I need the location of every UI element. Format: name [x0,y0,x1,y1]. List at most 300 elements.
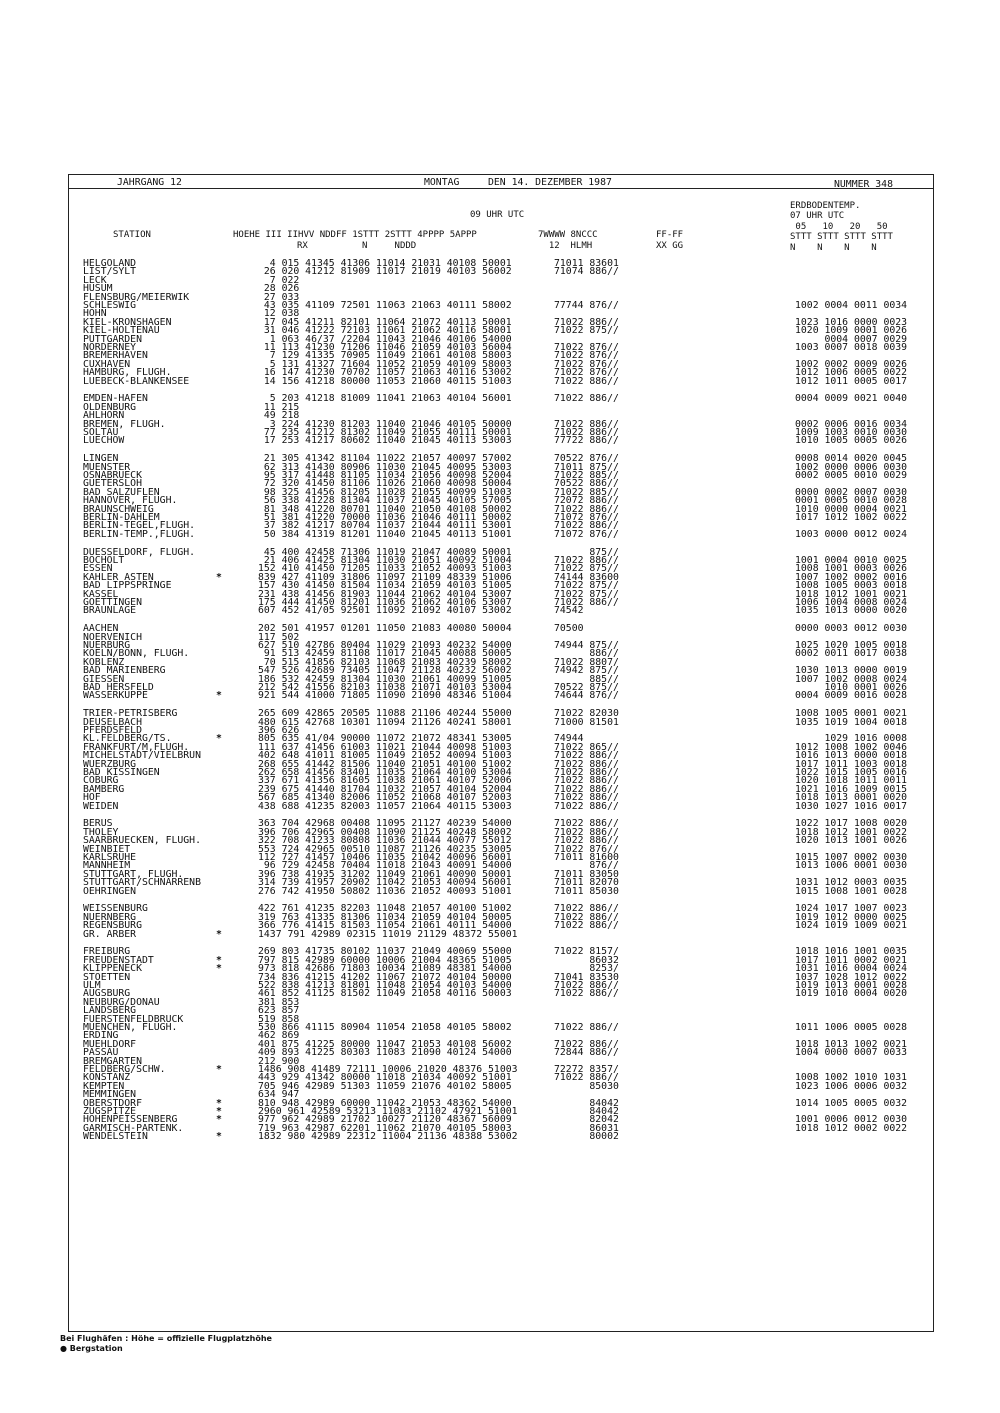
station-name: OBERSTDORF [83,1097,142,1109]
synop-groups: 1832 980 42989 22312 11004 21136 48388 53002 [258,1131,518,1143]
station-name: WEIDEN [83,800,119,812]
weather-groups: 70522 886// [554,478,619,490]
station-name: LUEBECK-BLANKENSEE [83,375,190,387]
soil-temperatures: 1031 1016 0004 0024 [795,963,908,975]
weather-groups: 72272 8357/ [554,1064,619,1075]
station-name: NORDERNEY [83,342,137,353]
synop-groups: 607 452 41/05 92501 11092 21092 40107 53002 [258,605,512,617]
mountain-station-marker: * [216,1131,222,1143]
soil-temperatures: 1002 0004 0011 0034 [795,300,908,311]
station-name: BAD LIPPSPRINGE [83,580,172,592]
station-name: FREUDENSTADT [83,954,154,966]
soil-temperatures: 1001 0006 0012 0030 [795,1114,908,1126]
station-name: DEUSELBACH [83,716,142,728]
station-name: WENDELSTEIN [83,1131,148,1143]
weather-groups: 70522 876// [554,453,619,465]
soil-temp-stt: STTT STTT STTT STTT [790,232,893,242]
station-name: MANNHEIM [83,860,131,872]
synop-groups: 51 381 41220 70000 11036 21046 40111 50002 [258,512,512,523]
station-name: BERLIN-TEGEL,FLUGH. [83,520,196,532]
soil-temp-depths: 05 10 20 50 [790,222,888,232]
station-name: BRAUNSCHWEIG [83,503,154,515]
station-name: BERLIN-TEMP.,FLUGH. [83,528,196,540]
soil-temperatures: 1015 1007 0002 0030 [795,852,908,863]
weather-groups: 71022 886// [554,597,619,608]
weather-groups: 71000 81501 [554,716,619,728]
synop-groups: 231 438 41456 81903 11044 21062 40104 53007 [258,588,512,600]
station-name: KASSEL [83,588,119,600]
weather-groups: 74144 83600 [554,571,619,583]
synop-groups: 265 609 42865 20505 11088 21106 40244 55000 [258,708,512,720]
mountain-station-marker: * [216,1064,222,1075]
footnote-mountain-station [60,1344,123,1353]
weather-groups: 71041 83530 [554,971,619,983]
station-name: LIST/SYLT [83,266,137,278]
soil-temperatures: 1006 1004 0008 0024 [795,597,908,608]
weather-groups: 71022 886// [554,393,619,405]
synop-groups: 239 675 41440 81704 11032 21057 40104 52004 [258,783,512,795]
weather-groups: 71022 886// [554,800,619,812]
synop-groups: 212 542 41556 82103 11038 21071 40103 53004 [258,682,512,693]
weather-groups: 71022 886// [554,783,619,795]
station-name: ERDING [83,1030,119,1042]
soil-temperatures: 0001 0005 0010 0028 [795,495,908,507]
mountain-station-marker: * [216,963,222,975]
soil-temperatures: 1018 1012 0002 0022 [795,1122,908,1134]
soil-temperatures: 0002 0011 0017 0038 [795,648,908,660]
station-name: PFERDSFELD [83,725,142,736]
weather-groups: 875// [554,546,619,558]
soil-temperatures: 1037 1028 1012 0022 [795,971,908,983]
header-divider [68,188,934,189]
synop-groups: 186 532 42459 81304 11030 21061 40099 51005 [258,673,512,685]
weather-groups: 70500 [554,623,584,635]
station-name: AACHEN [83,623,119,635]
synop-groups: 547 526 42689 73405 11047 21128 40232 56002 [258,665,512,677]
synop-groups: 443 929 41342 80000 11018 21034 40092 51001 [258,1072,512,1084]
soil-temperatures: 1003 0000 0012 0024 [795,528,908,540]
soil-temperatures: 1023 1006 0006 0032 [795,1080,908,1092]
synop-groups: 28 026 [258,283,300,295]
synop-groups: 117 502 [258,631,300,643]
synop-groups: 401 875 41225 80000 11047 21053 40108 56002 [258,1038,512,1050]
synop-groups: 202 501 41957 01201 11050 21083 40080 50004 [258,623,512,635]
synop-groups: 1437 791 42989 02315 11019 21129 48372 55001 [258,928,518,940]
soil-temp-title: ERDBODENTEMP. [790,201,861,211]
station-name: KL.FELDBERG/TS. [83,733,172,745]
synop-groups: 62 313 41430 80906 11030 21045 40095 53003 [258,461,512,473]
synop-groups: 381 853 [258,996,300,1008]
weather-groups: 71022 875// [554,588,619,600]
footnote-mountain-label: Bergstation [69,1344,123,1353]
soil-temperatures: 1008 1005 0001 0021 [795,708,908,720]
weather-groups: 71022 886// [554,988,619,1000]
mountain-station-marker: * [216,928,222,940]
soil-temperatures: 1020 1018 1011 0011 [795,775,908,787]
station-name: WEINBIET [83,843,131,855]
synop-groups: 337 671 41356 81605 11038 21061 40107 52006 [258,775,512,787]
station-name: REGENSBURG [83,920,142,932]
soil-temperatures: 1022 1017 1008 0020 [795,818,908,830]
station-name: BOCHOLT [83,555,125,566]
synop-groups: 322 708 41233 80808 11036 21044 40077 55012 [258,835,512,847]
weather-groups: 86032 [554,954,619,966]
soil-temperatures: 1012 1011 0005 0017 [795,375,908,387]
synop-groups: 21 305 41342 81104 11022 21057 40097 57002 [258,453,512,465]
footnote-airport-height: Bei Flughäfen : Höhe = offizielle Flugplatzhöhe [60,1334,272,1343]
synop-groups: 719 963 42987 62201 11062 21070 40105 58003 [258,1122,512,1134]
date-label: DEN 14. DEZEMBER 1987 [488,177,612,188]
weather-groups: 71011 85030 [554,885,619,897]
ff-subheader: XX GG [656,241,684,251]
station-name: KARLSRUHE [83,852,137,863]
synop-groups: 49 218 [258,410,300,422]
station-name: FLENSBURG/MEIERWIK [83,291,190,303]
synop-groups: 77 235 41212 81302 11049 21055 40111 50001 [258,427,512,438]
synop-groups: 396 706 42965 00408 11090 21125 40248 58002 [258,826,512,838]
synop-groups: 12 038 [258,308,300,320]
synop-groups: 96 729 42458 70404 11018 21043 40091 54000 [258,860,512,872]
weather-groups: 71022 886// [554,818,619,830]
weather-groups: 71022 886// [554,1072,619,1084]
soil-temperatures: 1009 1003 0010 0030 [795,427,908,438]
weather-groups: 71022 886// [554,920,619,932]
station-name: BREMERHAVEN [83,350,148,362]
weather-groups: 71022 886// [554,1022,619,1033]
synop-groups: 462 869 [258,1030,300,1042]
synop-groups: 734 836 41215 41202 11067 21072 40104 50000 [258,971,512,983]
synop-groups: 1 063 46/37 /2204 11043 21046 40106 54000 [258,333,512,345]
weather-groups: 84042 [554,1097,619,1109]
station-name: KAHLER ASTEN [83,571,154,583]
weather-groups: 71022 886// [554,792,619,804]
synop-groups: 81 348 41220 80701 11040 21050 40108 50002 [258,503,512,515]
synop-groups: 366 776 41415 81503 11054 21061 40111 54000 [258,920,512,932]
weather-groups: 71022 876// [554,350,619,362]
weather-groups: 71022 886// [554,826,619,838]
soil-temperatures: 1010 1005 0005 0026 [795,435,908,447]
station-name: MICHELSTADT/VIELBRUN [83,750,201,762]
station-name: HELGOLAND [83,258,137,269]
weather-groups: 71011 83601 [554,258,619,269]
station-name: KOBLENZ [83,656,125,668]
station-name: SCHLESWIG [83,300,137,311]
weather-groups: 71022 876// [554,843,619,855]
weather-groups: 71022 886// [554,775,619,787]
weather-groups: 77744 876// [554,300,619,311]
station-name: GUETERSLOH [83,478,142,490]
obs-time-label: 09 UHR UTC [470,210,525,220]
weather-groups: 8253/ [554,963,619,975]
weather-groups: 71072 876// [554,512,619,523]
station-name: OEHRINGEN [83,885,137,897]
synop-groups: 27 033 [258,291,300,303]
soil-temperatures: 1020 1009 0001 0026 [795,325,908,337]
synop-groups: 839 427 41109 31806 11097 21109 48339 51006 [258,571,512,583]
weekday-label: MONTAG [424,177,460,188]
weather-groups: 71022 8807/ [554,656,619,668]
mountain-station-marker: * [216,690,222,702]
synop-groups: 31 046 41222 72103 11061 21062 40116 58001 [258,325,512,337]
synop-groups: 72 320 41450 81106 11026 21060 40098 50004 [258,478,512,490]
weather-groups: 71022 886// [554,911,619,923]
synop-groups: 396 738 41935 31202 11049 21061 40090 50001 [258,868,512,880]
soil-temperatures: 1014 1005 0005 0032 [795,1097,908,1109]
soil-temperatures: 1010 0001 0026 [795,682,908,693]
weather-groups: 85030 [554,1080,619,1092]
weather-groups: 74944 [554,733,584,745]
soil-temperatures: 1017 1011 0002 0021 [795,954,908,966]
weather-groups: 71022 886// [554,427,619,438]
synop-groups: 634 947 [258,1089,300,1101]
synop-groups: 480 615 42768 10301 11094 21126 40241 58001 [258,716,512,728]
synop-groups: 522 838 41213 81801 11048 21054 40103 54000 [258,980,512,991]
soil-temperatures: 1015 1008 1001 0028 [795,885,908,897]
soil-temperatures: 0000 0003 0012 0030 [795,623,908,635]
synop-groups: 268 655 41442 81506 11040 21051 40100 51002 [258,758,512,770]
station-name: SAARBRUECKEN, FLUGH. [83,835,201,847]
station-name: TRIER-PETRISBERG [83,708,178,720]
synop-groups: 319 763 41335 81306 11034 21059 40104 50005 [258,911,512,923]
weather-groups: 71022 886// [554,418,619,430]
weather-groups: 82042 [554,1114,619,1126]
station-header: STATION [113,230,151,240]
soil-temperatures: 1029 1016 0008 [795,733,908,745]
synop-groups: 7 129 41335 70905 11049 21061 40108 58003 [258,350,512,362]
soil-temperatures: 1019 1013 0001 0028 [795,980,908,991]
wwww-header: 7WWWW 8NCCC [538,230,598,240]
soil-temperatures: 1023 1016 0000 0023 [795,316,908,328]
station-name: KIEL-KRONSHAGEN [83,316,172,328]
station-name: PASSAU [83,1047,119,1059]
synop-groups: 21 406 41425 81304 11030 21051 40092 51004 [258,555,512,566]
synop-groups: 438 688 41235 82003 11057 21064 40115 53003 [258,800,512,812]
weather-groups: 80002 [554,1131,619,1143]
synop-groups: 973 818 42686 71803 10034 21089 48381 54000 [258,963,512,975]
weather-groups: 71022 876// [554,358,619,370]
weather-groups: 886// [554,648,619,660]
station-name: ESSEN [83,563,113,575]
soil-temperatures: 1025 1020 1005 0018 [795,640,908,651]
weather-groups: 71022 875// [554,563,619,575]
synop-groups: 111 637 41456 61003 11021 21044 40098 51003 [258,741,512,753]
soil-temperatures: 1008 1002 1010 1031 [795,1072,908,1084]
soil-temperatures: 1035 1019 1004 0018 [795,716,908,728]
synop-groups: 805 635 41/04 90000 11072 21072 48341 53005 [258,733,512,745]
station-name: HOHENPEISSENBERG [83,1114,178,1126]
weather-groups: 72072 886// [554,495,619,507]
weather-groups: 71011 81600 [554,852,619,863]
station-name: BAD HERSFELD [83,682,154,693]
station-name: BERLIN-DAHLEM [83,512,160,523]
weather-groups: 71074 886// [554,266,619,278]
synop-groups: 157 430 41450 81504 11034 21059 40103 51005 [258,580,512,592]
synop-groups: 4 015 41345 41306 11014 21031 40108 50001 [258,258,512,269]
station-name: BREMEN, FLUGH. [83,418,166,430]
station-name: OSNABRUECK [83,470,142,481]
station-name: KONSTANZ [83,1072,131,1084]
soil-temp-n: N N N N [790,243,877,253]
bullet-icon: ● [60,1344,70,1353]
weather-groups: 70522 875// [554,682,619,693]
station-name: COBURG [83,775,119,787]
station-name: FREIBURG [83,946,131,958]
station-name: NOERVENICH [83,631,142,643]
weather-groups: 71011 82070 [554,877,619,889]
station-name: MEMMINGEN [83,1089,137,1101]
weather-groups: 74542 [554,605,584,617]
station-name: NEUBURG/DONAU [83,996,160,1008]
synop-groups: 396 626 [258,725,300,736]
weather-groups: 71022 885// [554,486,619,498]
synop-groups: 3 224 41230 81203 11040 21046 40105 50000 [258,418,512,430]
station-name: HOHN [83,308,107,320]
mountain-station-marker: * [216,571,222,583]
synop-groups: 1486 908 41489 72111 10006 21020 48376 51003 [258,1064,518,1075]
soil-temperatures: 0002 0005 0010 0029 [795,470,908,481]
jahrgang-label: JAHRGANG 12 [117,177,182,188]
station-name: KIEL-HOLTENAU [83,325,160,337]
weather-groups: 71022 886// [554,520,619,532]
synop-groups: 16 147 41230 70702 11057 21063 40116 53002 [258,367,512,379]
synop-groups: 43 035 41109 72501 11063 21063 40111 58002 [258,300,512,311]
weather-groups: 71022 875// [554,325,619,337]
station-name: FELDBERG/SCHW. [83,1064,166,1075]
station-name: KEMPTEN [83,1080,125,1092]
weather-groups: 71022 886// [554,835,619,847]
station-name: MUENSTER [83,461,131,473]
soil-temperatures: 1018 1012 1001 0022 [795,826,908,838]
synop-groups: 461 852 41125 81502 11049 21058 40116 50003 [258,988,512,1000]
station-name: BAD SALZUFLEN [83,486,160,498]
mountain-station-marker: * [216,954,222,966]
synop-groups: 623 857 [258,1005,300,1017]
weather-groups: 71022 82030 [554,708,619,720]
synop-groups: 363 704 42968 00408 11095 21127 40239 54000 [258,818,512,830]
ff-header: FF-FF [656,230,684,240]
station-name: OLDENBURG [83,401,137,413]
weather-groups: 71011 875// [554,461,619,473]
weather-groups: 71022 886// [554,903,619,915]
soil-temperatures: 1017 1012 1002 0022 [795,512,908,523]
synop-groups: 553 724 42965 00510 11087 21126 40235 53005 [258,843,512,855]
issue-number: NUMMER 348 [834,179,893,190]
soil-temperatures: 0008 0014 0020 0045 [795,453,908,465]
weather-groups: 71022 875// [554,580,619,592]
synop-groups: 14 156 41218 80000 11053 21060 40115 51003 [258,375,512,387]
weather-groups: 71022 876// [554,342,619,353]
station-name: BERUS [83,818,113,830]
station-name: THOLEY [83,826,119,838]
weather-groups: 71022 886// [554,758,619,770]
soil-temperatures: 1018 1013 1002 0021 [795,1038,908,1050]
soil-temperatures: 1008 1005 0003 0018 [795,580,908,592]
station-name: WUERZBURG [83,758,137,770]
weather-groups: 77722 886// [554,435,619,447]
weather-groups: 84042 [554,1106,619,1117]
code-header-line2: RX N NDDD [297,241,417,251]
station-name: KOELN/BONN, FLUGH. [83,648,190,660]
synop-groups: 45 400 42458 71306 11019 21047 40089 50001 [258,546,512,558]
soil-temperatures: 1013 1006 0001 0030 [795,860,908,872]
soil-temperatures: 1004 0000 0007 0033 [795,1047,908,1059]
synop-groups: 11 113 41230 71206 11046 21059 40103 56004 [258,342,512,353]
soil-temperatures: 1012 1006 0005 0022 [795,367,908,379]
weather-groups: 71022 865// [554,741,619,753]
synop-groups: 269 803 41735 80102 11037 21049 40069 55000 [258,946,512,958]
station-name: SOLTAU [83,427,119,438]
soil-temperatures: 1030 1027 1016 0017 [795,800,908,812]
station-name: FUERSTENFELDBRUCK [83,1013,184,1025]
synop-groups: 112 727 41457 10406 11035 21042 40096 56001 [258,852,512,863]
soil-temperatures: 1020 1013 1001 0026 [795,835,908,847]
station-name: NUERNBERG [83,911,137,923]
synop-groups: 5 203 41218 81009 11041 21063 40104 56001 [258,393,512,405]
synop-groups: 262 658 41456 83401 11035 21064 40100 53004 [258,767,512,778]
soil-temperatures: 0002 0006 0016 0034 [795,418,908,430]
soil-temperatures: 1035 1013 0000 0020 [795,605,908,617]
station-name: ULM [83,980,101,991]
station-name: AUGSBURG [83,988,131,1000]
soil-temp-time: 07 UHR UTC [790,211,845,221]
synop-groups: 50 384 41319 81201 11040 21045 40113 51001 [258,528,512,540]
weather-groups: 71022 885// [554,470,619,481]
synop-groups: 530 866 41115 80904 11054 21058 40105 58002 [258,1022,512,1033]
weather-groups: 876// [554,860,619,872]
station-name: FRANKFURT/M,FLUGH. [83,741,190,753]
station-name: CUXHAVEN [83,358,131,370]
synop-groups: 7 022 [258,274,300,286]
weather-groups: 71072 876// [554,528,619,540]
soil-temperatures: 1008 1001 0003 0026 [795,563,908,575]
soil-temperatures: 1010 0000 0004 0021 [795,503,908,515]
station-name: KLIPPENECK [83,963,142,975]
soil-temperatures: 1031 1012 0003 0035 [795,877,908,889]
weather-groups: 74944 875// [554,640,619,651]
synop-groups: 409 893 41225 80303 11083 21090 40124 54000 [258,1047,512,1059]
synop-groups: 567 685 41340 82006 11052 21068 40107 52003 [258,792,512,804]
mountain-station-marker: * [216,1097,222,1109]
soil-temperatures: 1022 1015 1005 0016 [795,767,908,778]
station-name: BAMBERG [83,783,125,795]
synop-groups: 152 410 41450 71205 11033 21052 40093 51003 [258,563,512,575]
synop-groups: 37 382 41217 80704 11037 21044 40111 53001 [258,520,512,532]
station-name: STUTTGART/SCHNARRENB [83,877,201,889]
station-name: ZUGSPITZE [83,1106,137,1117]
synop-groups: 5 131 41327 71604 11052 21059 40109 58003 [258,358,512,370]
station-name: LUECHOW [83,435,125,447]
soil-temperatures: 1016 1013 0000 0018 [795,750,908,762]
weather-groups: 71022 886// [554,1038,619,1050]
soil-temperatures: 1019 1010 0004 0020 [795,988,908,1000]
station-name: GIESSEN [83,673,125,685]
soil-temperatures: 1011 1006 0005 0028 [795,1022,908,1033]
station-name: STUTTGART, FLUGH. [83,868,184,880]
synop-groups: 70 515 41856 82103 11068 21083 40239 58002 [258,656,512,668]
weather-groups: 71022 886// [554,375,619,387]
mountain-station-marker: * [216,1106,222,1117]
soil-temperatures: 0004 0009 0021 0040 [795,393,908,405]
soil-temperatures: 1012 1008 1002 0046 [795,741,908,753]
station-name: BAD KISSINGEN [83,767,160,778]
synop-groups: 921 544 41000 71805 11090 21090 48346 51004 [258,690,512,702]
station-name: MUEHLDORF [83,1038,137,1050]
station-name: WASSERKUPPE [83,690,148,702]
weather-groups: 71022 886// [554,316,619,328]
weather-groups: 71022 886// [554,980,619,991]
synop-groups: 402 648 41011 81005 11049 21052 40094 51003 [258,750,512,762]
station-name: BAD MARIENBERG [83,665,166,677]
